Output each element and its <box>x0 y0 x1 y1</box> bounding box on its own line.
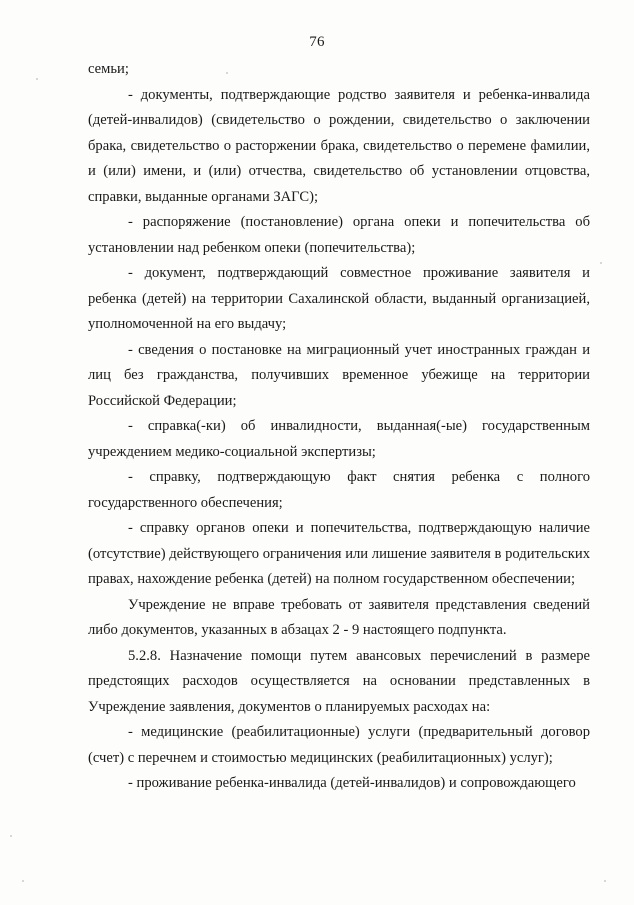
paragraph-accommodation: - проживание ребенка-инвалида (детей-инвалидов) и сопровождающего <box>128 775 576 791</box>
paragraph-section-5-2-8: 5.2.8. Назначение помощи путем авансовых перечислений в размере предстоящих расходов осуществляется на основании представленных в Учреждение заявления, документов о планируемых расходах на: <box>88 647 590 715</box>
paragraph-no-request-rule: Учреждение не вправе требовать от заявителя представления сведений либо документов, указанных в абзацах 2 - 9 настоящего подпункта. <box>88 596 590 638</box>
scan-speck <box>600 262 602 264</box>
paragraph-medical-services: - медицинские (реабилитационные) услуги (предварительный договор (счет) с перечнем и стоимостью медицинских (реабилитационных) услуг); <box>88 724 590 766</box>
scan-speck <box>22 880 24 882</box>
paragraph-guardianship-order: - распоряжение (постановление) органа опеки и попечительства об установлении над ребенком опеки (попечительства); <box>88 214 590 256</box>
scan-speck <box>226 72 228 74</box>
paragraph-migration-registration: - сведения о постановке на миграционный учет иностранных граждан и лиц без гражданства, получивших временное убежище на территории Российской Федерации; <box>88 341 590 409</box>
paragraph-parental-rights: - справку органов опеки и попечительства, подтверждающую наличие (отсутствие) действующего ограничения или лишение заявителя в родительских правах, нахождение ребенка (детей) на полном государственном обеспечении; <box>88 520 590 587</box>
scan-speck <box>10 835 12 837</box>
paragraph-continuation: семьи; <box>88 61 129 77</box>
paragraph-state-support-removal: - справку, подтверждающую факт снятия ребенка с полного государственного обеспечения; <box>88 469 590 511</box>
paragraph-kinship-documents: - документы, подтверждающие родство заявителя и ребенка-инвалида (детей-инвалидов) (свидетельство о рождении, свидетельство о заключении брака, свидетельство о расторжении брака, свидетельство о перемене фамилии, и (или) имени, и (или) отчества, свидетельство об установлении отцовства, справки, выданные органами ЗАГС); <box>88 86 590 205</box>
scan-speck <box>36 78 38 80</box>
page-number: 76 <box>309 34 325 50</box>
paragraph-cohabitation-document: - документ, подтверждающий совместное проживание заявителя и ребенка (детей) на территории Сахалинской области, выданный организацией, уполномоченной на его выдачу; <box>88 265 590 332</box>
body-text <box>88 57 590 797</box>
paragraph-disability-certificate: - справка(-ки) об инвалидности, выданная(-ые) государственным учреждением медико-социальной экспертизы; <box>88 418 590 460</box>
scan-speck <box>604 880 606 882</box>
